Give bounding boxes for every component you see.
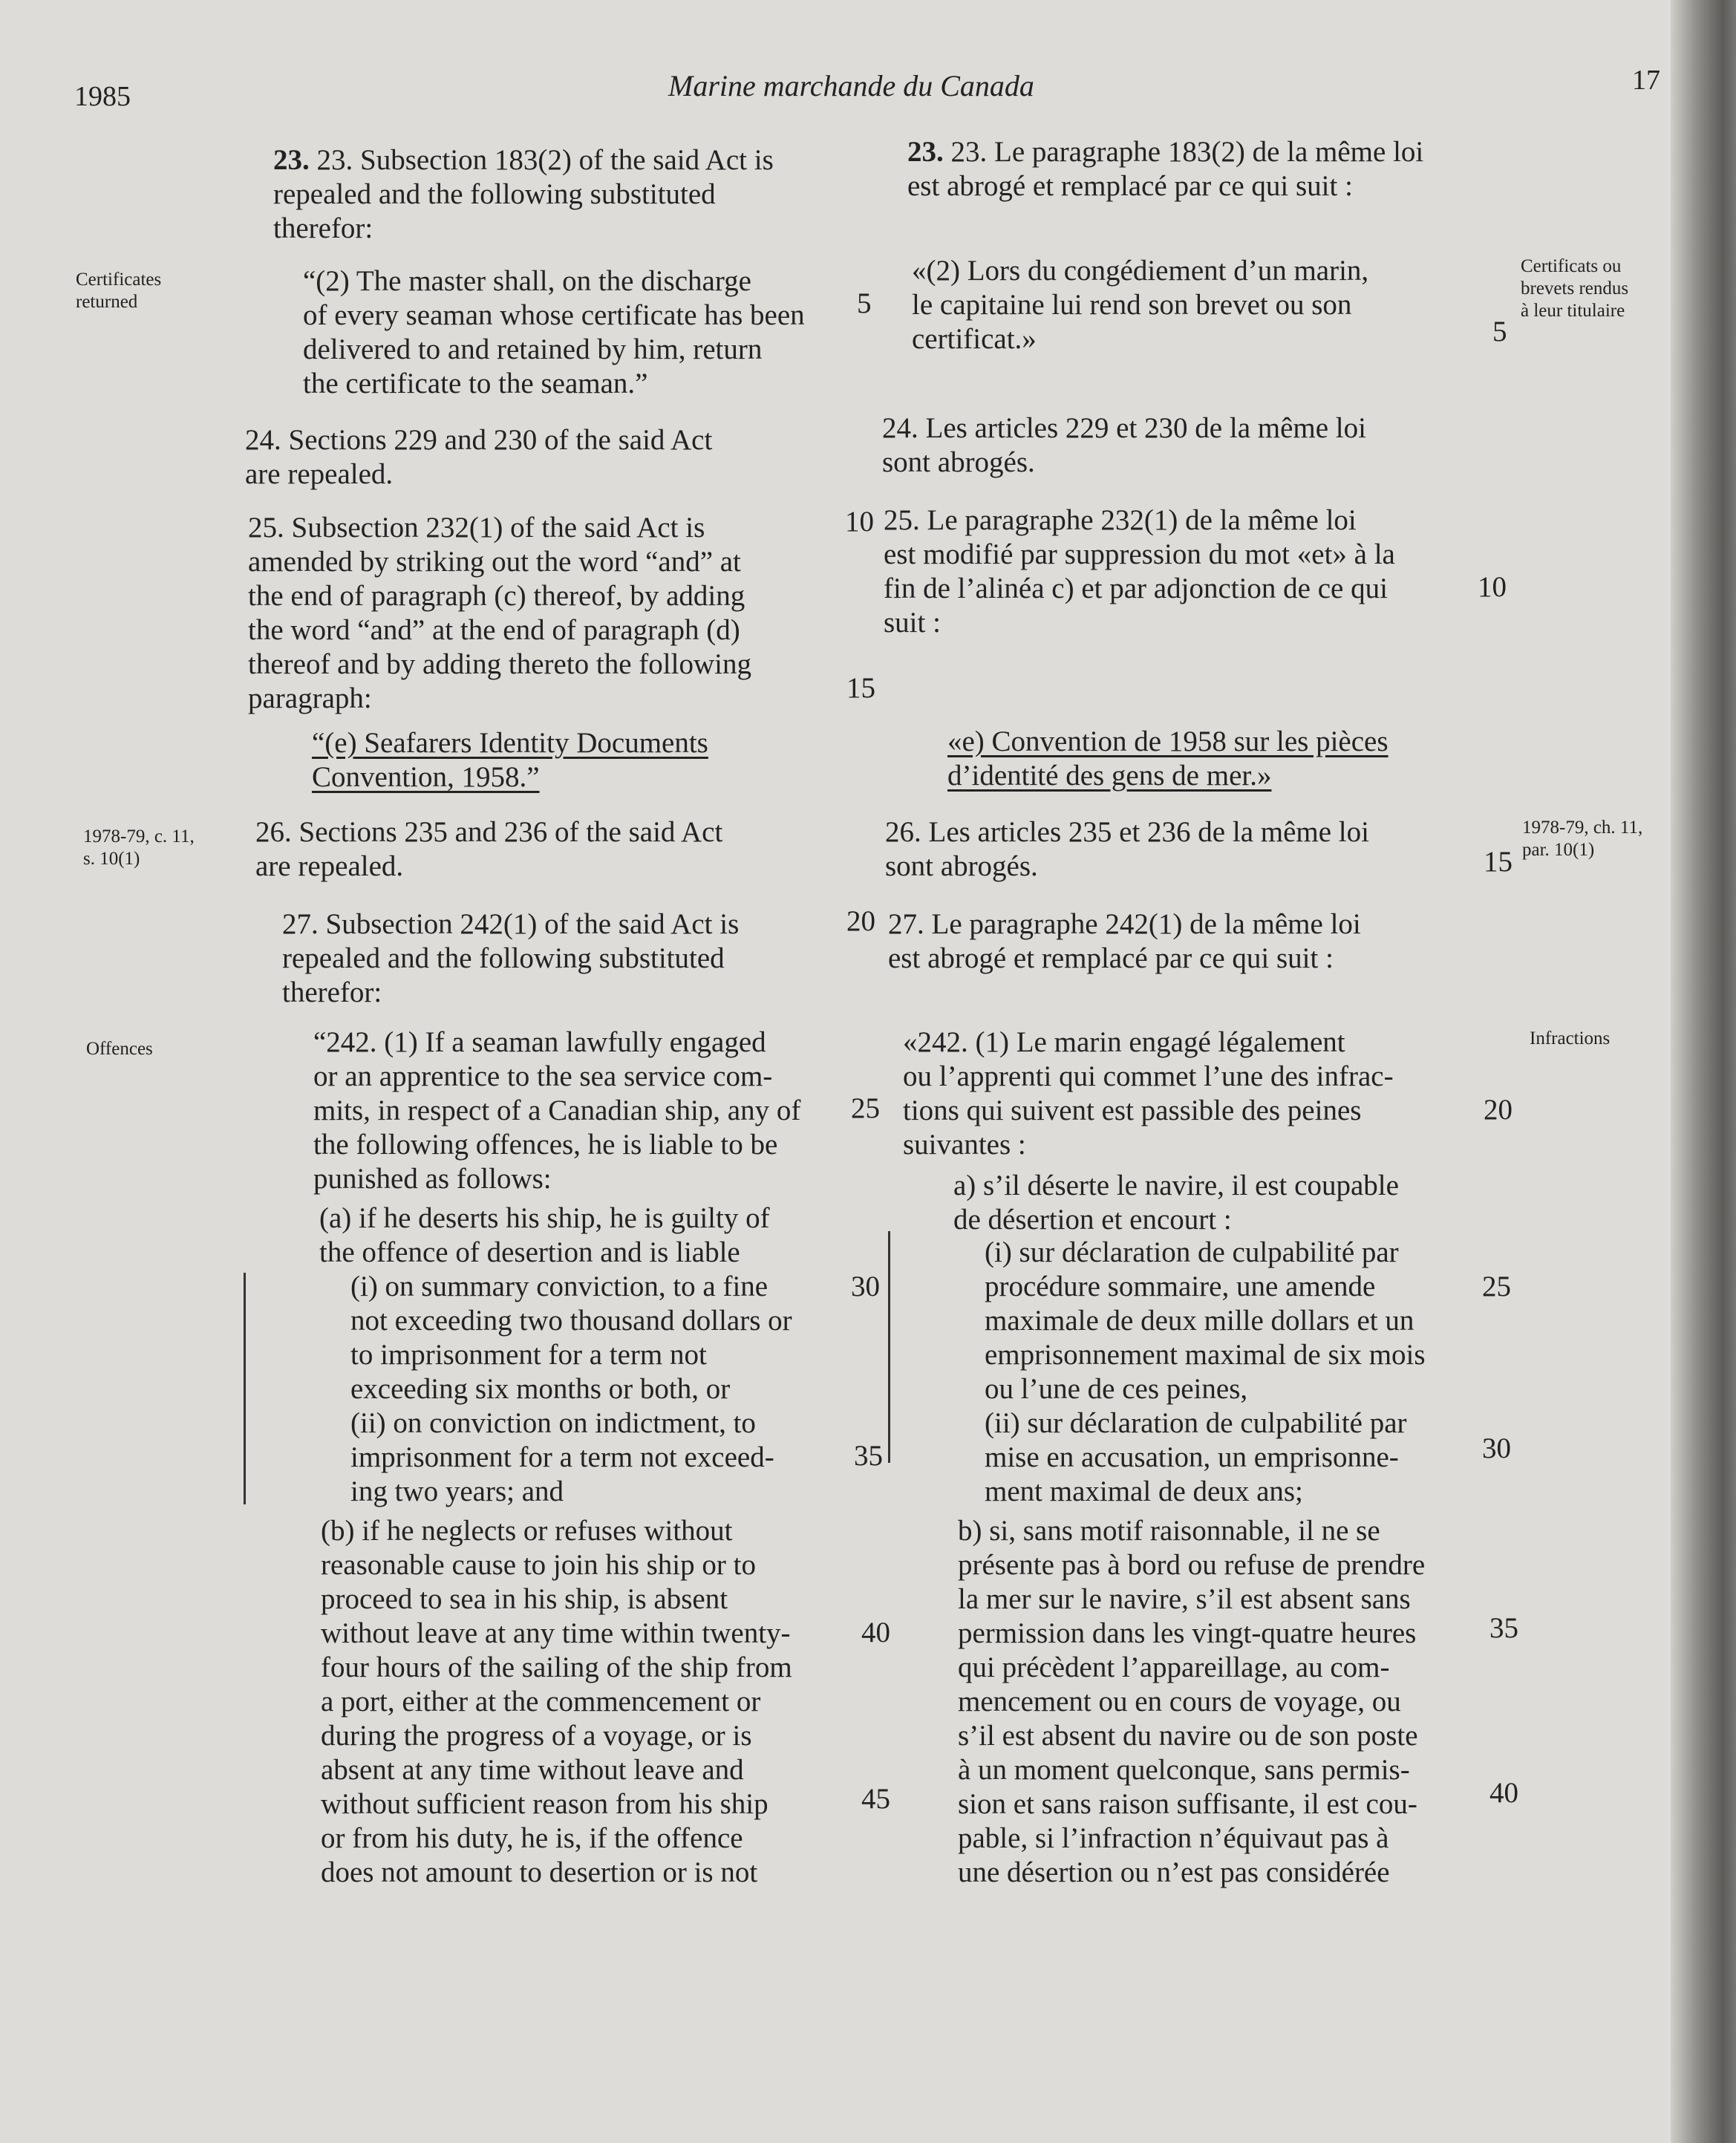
line-number: 5	[857, 287, 872, 319]
line-number: 30	[851, 1271, 880, 1302]
margin-line: à leur titulaire	[1521, 301, 1625, 321]
text-line: the word “and” at the end of paragraph (d)	[248, 614, 740, 646]
line-number: 10	[845, 506, 874, 538]
text-line: fin de l’alinéa c) et par adjonction de ce qui	[884, 573, 1388, 604]
text-line: permission dans les vingt-quatre heures	[958, 1617, 1417, 1649]
text-line: 24. Les articles 229 et 230 de la même loi	[882, 412, 1366, 444]
margin-line: Certificates	[76, 270, 162, 290]
change-bar-center	[888, 1231, 890, 1463]
change-bar-left	[244, 1273, 246, 1504]
text-line: «e) Convention de 1958 sur les pièces	[947, 725, 1389, 757]
line-number: 40	[861, 1617, 890, 1648]
text-line: the following offences, he is liable to be	[313, 1129, 778, 1161]
text-line: 23. 23. Le paragraphe 183(2) de la même loi	[907, 136, 1424, 168]
fr-section-26	[885, 815, 1369, 884]
text-line: sont abrogés.	[882, 446, 1035, 478]
line-number: 35	[854, 1440, 883, 1472]
text-line: mencement ou en cours de voyage, ou	[958, 1686, 1401, 1718]
text-line: 25. Le paragraphe 232(1) de la même loi	[884, 504, 1357, 536]
text-line: exceeding six months or both, or	[350, 1373, 731, 1405]
margin-line: 1978-79, c. 11,	[83, 826, 195, 847]
text-line: tions qui suivent est passible des peines	[903, 1095, 1362, 1126]
margin-line: Certificats ou	[1521, 256, 1622, 276]
fr-quote-183-2	[912, 254, 1368, 356]
text-line: reasonable cause to join his ship or to	[321, 1549, 756, 1581]
margin-line: s. 10(1)	[83, 849, 140, 869]
text-line: 27. Subsection 242(1) of the said Act is	[282, 908, 740, 940]
line-number: 45	[861, 1783, 890, 1815]
fr-quote-alinea-e	[947, 725, 1389, 793]
en-section-24	[245, 423, 712, 492]
text-line: ing two years; and	[350, 1475, 564, 1507]
line-number: 15	[1484, 846, 1513, 878]
line-number: 25	[851, 1092, 880, 1124]
text-line: the offence of desertion and is liable	[319, 1236, 740, 1268]
text-line: présente pas à bord ou refuse de prendre	[958, 1549, 1426, 1581]
text-line: to imprisonment for a term not	[350, 1339, 707, 1371]
text-line: thereof and by adding thereto the following	[248, 648, 751, 680]
text-line: est modifié par suppression du mot «et» à la	[884, 538, 1395, 570]
text-line: absent at any time without leave and	[321, 1754, 744, 1786]
margin-line: par. 10(1)	[1522, 840, 1595, 860]
text-line: (i) sur déclaration de culpabilité par	[985, 1236, 1399, 1268]
fr-section-25	[884, 503, 1395, 640]
text-line: during the progress of a voyage, or is	[321, 1720, 752, 1752]
fr-section-24	[882, 411, 1366, 480]
text-line: are repealed.	[245, 458, 394, 490]
text-line: the end of paragraph (c) thereof, by adding	[248, 580, 745, 612]
header-title: Marine marchande du Canada	[668, 69, 1034, 102]
margin-line: 1978-79, ch. 11,	[1522, 818, 1643, 838]
text-line: proceed to sea in his ship, is absent	[321, 1583, 728, 1615]
line-number: 15	[846, 672, 875, 704]
text-line: 27. Le paragraphe 242(1) de la même loi	[888, 908, 1361, 940]
text-line: therefor:	[273, 212, 373, 244]
text-line: does not amount to desertion or is not	[321, 1856, 758, 1888]
en-paragraph-b	[321, 1514, 792, 1890]
text-line: est abrogé et remplacé par ce qui suit :	[888, 942, 1334, 974]
text-line: s’il est absent du navire ou de son poste	[958, 1720, 1418, 1752]
text-line: (a) if he deserts his ship, he is guilty of	[319, 1202, 770, 1234]
text-line: sion et sans raison suffisante, il est cou-	[958, 1788, 1417, 1820]
text-line: four hours of the sailing of the ship from	[321, 1651, 792, 1683]
margin-note-certificates-returned	[76, 269, 161, 313]
fr-paragraph-b	[958, 1514, 1425, 1890]
text-line: 26. Sections 235 and 236 of the said Act	[255, 816, 723, 848]
text-line: “242. (1) If a seaman lawfully engaged	[313, 1026, 766, 1058]
text-line: of every seaman whose certificate has been	[303, 299, 805, 331]
text-line: d’identité des gens de mer.»	[947, 760, 1272, 792]
text-line: à un moment quelconque, sans permis-	[958, 1754, 1410, 1786]
text-line: procédure sommaire, une amende	[985, 1271, 1376, 1302]
en-section-23	[273, 143, 774, 246]
text-line: are repealed.	[255, 850, 404, 882]
text-line: pable, si l’infraction n’équivaut pas à	[958, 1822, 1389, 1854]
text-line: a) s’il déserte le navire, il est coupable	[953, 1170, 1399, 1201]
en-quote-183-2	[303, 264, 805, 401]
text-line: 25. Subsection 232(1) of the said Act is	[248, 512, 705, 544]
text-line: emprisonnement maximal de six mois	[985, 1339, 1426, 1371]
margin-line: returned	[76, 292, 138, 312]
en-paragraph-a	[319, 1201, 770, 1270]
fr-section-242-intro	[903, 1025, 1394, 1162]
text-line: «242. (1) Le marin engagé légalement	[903, 1026, 1345, 1058]
text-line: mits, in respect of a Canadian ship, any of	[313, 1095, 801, 1126]
margin-note-infractions: Infractions	[1530, 1028, 1611, 1048]
text-line: a port, either at the commencement or	[321, 1686, 761, 1718]
line-number: 40	[1489, 1777, 1518, 1809]
text-line: or from his duty, he is, if the offence	[321, 1822, 743, 1854]
text-line: therefor:	[282, 976, 382, 1008]
line-number: 30	[1482, 1432, 1511, 1464]
line-number: 25	[1482, 1271, 1511, 1302]
fr-paragraph-a	[953, 1169, 1399, 1237]
margin-note-offences: Offences	[86, 1039, 153, 1059]
line-number: 10	[1478, 571, 1507, 603]
text-line: qui précèdent l’appareillage, au com-	[958, 1651, 1390, 1683]
text-line: ou l’apprenti qui commet l’une des infrac-	[903, 1060, 1394, 1092]
text-line: amended by striking out the word “and” at	[248, 546, 741, 578]
text-line: suivantes :	[903, 1129, 1026, 1161]
text-line: without sufficient reason from his ship	[321, 1788, 769, 1820]
text-line: b) si, sans motif raisonnable, il ne se	[958, 1515, 1380, 1547]
page-edge	[1671, 0, 1736, 2143]
text-line: «(2) Lors du congédiement d’un marin,	[912, 255, 1369, 287]
text-line: paragraph:	[248, 682, 372, 714]
margin-line: brevets rendus	[1521, 278, 1629, 299]
header-year: 1985	[74, 81, 131, 112]
text-line: (i) on summary conviction, to a fine	[350, 1271, 769, 1302]
text-line: de désertion et encourt :	[953, 1204, 1232, 1236]
en-section-242-intro	[313, 1025, 800, 1196]
fr-subparagraphs-a	[985, 1236, 1426, 1509]
en-section-27	[282, 907, 739, 1010]
text-line: est abrogé et remplacé par ce qui suit :	[907, 170, 1353, 202]
line-number: 20	[1484, 1094, 1513, 1126]
text-line: (ii) sur déclaration de culpabilité par	[985, 1407, 1407, 1439]
fr-section-23	[907, 135, 1423, 203]
text-line: “(2) The master shall, on the discharge	[303, 265, 751, 297]
line-number: 5	[1492, 316, 1507, 348]
text-line: (b) if he neglects or refuses without	[321, 1515, 733, 1547]
text-line: repealed and the following substituted	[273, 178, 716, 210]
text-line: “(e) Seafarers Identity Documents	[312, 727, 708, 759]
margin-note-certificats	[1521, 255, 1628, 322]
en-subparagraphs-a	[350, 1270, 792, 1509]
text-line: delivered to and retained by him, return	[303, 333, 763, 365]
en-quote-para-e	[312, 726, 708, 795]
text-line: mise en accusation, un emprisonne-	[985, 1441, 1399, 1473]
text-line: 24. Sections 229 and 230 of the said Act	[245, 424, 713, 456]
margin-note-citation-fr	[1522, 817, 1642, 861]
text-line: punished as follows:	[313, 1163, 552, 1195]
text-line: repealed and the following substituted	[282, 942, 725, 974]
en-section-26	[255, 815, 722, 884]
line-number: 20	[846, 905, 875, 937]
text-line: ment maximal de deux ans;	[985, 1475, 1303, 1507]
text-line: not exceeding two thousand dollars or	[350, 1305, 792, 1337]
text-line: imprisonment for a term not exceed-	[350, 1441, 774, 1473]
text-line: 23. 23. Subsection 183(2) of the said Act is	[273, 144, 774, 176]
line-number: 35	[1489, 1612, 1518, 1644]
text-line: (ii) on conviction on indictment, to	[350, 1407, 756, 1439]
margin-note-citation-en	[83, 826, 195, 870]
text-line: le capitaine lui rend son brevet ou son	[912, 289, 1352, 321]
en-section-25	[248, 511, 751, 716]
text-line: suit :	[884, 607, 941, 639]
fr-section-27	[888, 907, 1361, 976]
text-line: 26. Les articles 235 et 236 de la même loi	[885, 816, 1369, 848]
text-line: certificat.»	[912, 323, 1037, 355]
text-line: without leave at any time within twenty-	[321, 1617, 791, 1649]
text-line: maximale de deux mille dollars et un	[985, 1305, 1414, 1337]
text-line: or an apprentice to the sea service com-	[313, 1060, 773, 1092]
text-line: Convention, 1958.”	[312, 761, 540, 793]
page-number: 17	[1632, 65, 1660, 96]
text-line: une désertion ou n’est pas considérée	[958, 1856, 1390, 1888]
text-line: the certificate to the seaman.”	[303, 368, 648, 399]
text-line: sont abrogés.	[885, 850, 1038, 882]
text-line: la mer sur le navire, s’il est absent sans	[958, 1583, 1411, 1615]
text-line: ou l’une de ces peines,	[985, 1373, 1248, 1405]
